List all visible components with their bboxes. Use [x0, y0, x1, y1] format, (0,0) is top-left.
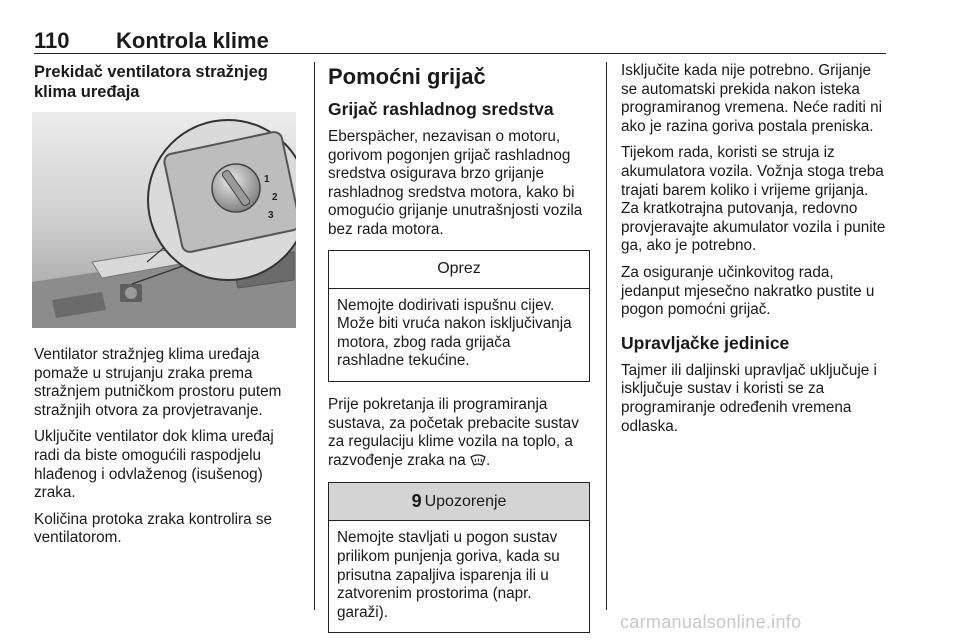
paragraph-text-end: . [486, 451, 491, 469]
caution-title: Oprez [329, 251, 589, 289]
warning-title: Upozorenje [424, 492, 507, 510]
caution-text: Nemojte dodirivati ispušnu cijev. Može biti vruća nakon isključivanja motora, zbog rada grijača rashladne tekućine. [337, 296, 572, 370]
column-right [621, 62, 887, 444]
fan-speed-label-3: 3 [268, 210, 274, 221]
subtitle: Grijač rashladnog sredstva [328, 99, 554, 119]
paragraph: Isključite kada nije potrebno. Grijanje se automatski prekida nakon isteka programiranog vremena. Neće raditi ni ako je razina goriva postala preniska. [621, 62, 883, 135]
section-heading: Prekidač ventilatora stražnjeg klima uređaja [34, 63, 268, 101]
paragraph: Količina protoka zraka kontrolira se ventilatorom. [34, 510, 273, 547]
page-number: 110 [34, 28, 70, 53]
paragraph-with-icon [328, 396, 590, 472]
column-divider [314, 62, 315, 610]
paragraph: Za osiguranje učinkovitog rada, jedanput mjesečno nakratko pustite u pogon pomoćni grijač. [621, 263, 875, 319]
paragraph: Tijekom rada, koristi se struja iz akumulatora vozila. Vožnja stoga treba trajati barem koliko i vrijeme grijanja. Za kratkotrajna putovanja, redovno provjeravajte akumulator vozila i punite ga, ako je potrebno. [621, 144, 886, 255]
page-header [34, 28, 886, 54]
paragraph: Uključite ventilator dok klima uređaj radi da biste omogućili raspodjelu hlađenog i odvlaženog (isušenog) zraka. [34, 428, 274, 502]
warning-icon: 9 [411, 491, 422, 512]
section-title: Upravljačke jedinice [621, 332, 790, 353]
fan-speed-label-1: 1 [264, 174, 270, 185]
watermark: carmanualsonline.info [620, 612, 802, 632]
column-middle [328, 62, 590, 642]
paragraph: Tajmer ili daljinski upravljač uključuje i isključuje sustav i koristi se za programiranje određenih vremena odlaska. [621, 361, 877, 435]
paragraph: Eberspächer, nezavisan o motoru, gorivom pogonjen grijač rashladnog sredstva osigurava brzo grijanje rashladnog sredstva motora, kako bi omogućio grijanje unutrašnjosti vozila bez rada motora. [328, 128, 583, 238]
caution-box [328, 250, 590, 382]
column-divider [606, 62, 607, 610]
warning-text: Nemojte stavljati u pogon sustav prilikom punjenja goriva, kada su prisutna zapaljiva isparenja ili u zatvorenim prostorima (napr. garaži). [337, 529, 560, 621]
column-left [34, 62, 296, 556]
paragraph: Ventilator stražnjeg klima uređaja pomaže u strujanju zraka prema stražnjem putničkom prostoru putem stražnjih otvora za provjetravanje. [34, 346, 282, 419]
main-title: Pomoćni grijač [328, 64, 486, 89]
chapter-title: Kontrola klime [116, 28, 269, 53]
windscreen-defrost-icon [470, 453, 486, 473]
paragraph-text: Prije pokretanja ili programiranja sustava, za početak prebacite sustav za regulaciju klime vozila na toplo, a razvođenje zraka na [328, 395, 579, 469]
fan-switch-illustration [32, 112, 296, 328]
warning-box [328, 482, 590, 633]
warning-header [329, 483, 589, 521]
fan-speed-label-2: 2 [272, 192, 278, 203]
